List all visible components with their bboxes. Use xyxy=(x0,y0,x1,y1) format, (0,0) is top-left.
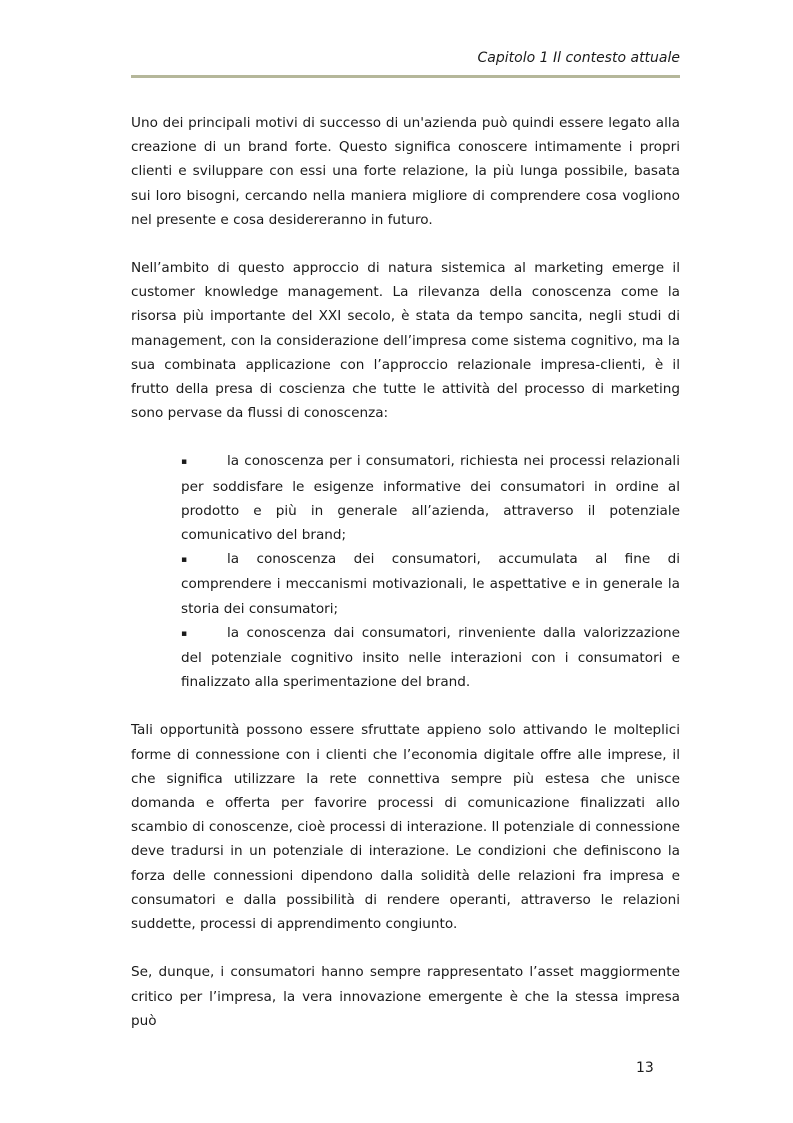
square-bullet-icon: ▪ xyxy=(181,555,188,566)
page-number: 13 xyxy=(636,1060,654,1076)
square-bullet-icon: ▪ xyxy=(181,628,188,639)
list-item xyxy=(181,621,680,695)
paragraph: Nell’ambito di questo approccio di natura sistemica al marketing emerge il customer knowledge management. La rilevanza della conoscenza come la risorsa più importante del XXI secolo, è stata da tempo sancita, negli studi di management, con la considerazione dell’impresa come sistema cognitivo, ma la sua combinata applicazione con l’approccio relazionale impresa-clienti, è il frutto della presa di coscienza che tutte le attività del processo di marketing sono pervase da flussi di conoscenza: xyxy=(131,260,680,422)
knowledge-list xyxy=(181,449,680,694)
paragraph: Tali opportunità possono essere sfruttate appieno solo attivando le molteplici forme di connessione con i clienti che l’economia digitale offre alle imprese, il che significa utilizzare la rete connettiva sempre più estesa che unisce domanda e offerta per favorire processi di comunicazione finalizzati allo scambio di conoscenze, cioè processi di interazione. Il potenziale di connessione deve tradursi in un potenziale di interazione. Le condizioni che definiscono la forza delle connessioni dipendono dalla solidità delle relazioni fra impresa e consumatori e dalla possibilità di rendere operanti, attraverso le relazioni suddette, processi di apprendimento congiunto. xyxy=(131,722,680,933)
list-item xyxy=(181,449,680,547)
list-item-text: la conoscenza dei consumatori, accumulata al fine di comprendere i meccanismi motivazionali, le aspettative e in generale la storia dei consumatori; xyxy=(181,551,680,617)
list-item xyxy=(181,547,680,621)
header-rule xyxy=(131,75,680,78)
paragraph: Uno dei principali motivi di successo di un'azienda può quindi essere legato alla creazione di un brand forte. Questo significa conoscere intimamente i propri clienti e sviluppare con essi una forte relazione, la più lunga possibile, basata sui loro bisogni, cercando nella maniera migliore di comprendere cosa vogliono nel presente e cosa desidereranno in futuro. xyxy=(131,115,680,228)
page-body xyxy=(131,111,680,1057)
list-item-text: la conoscenza dai consumatori, rinveniente dalla valorizzazione del potenziale cognitivo insito nelle interazioni con i consumatori e finalizzato alla sperimentazione del brand. xyxy=(181,624,680,691)
square-bullet-icon: ▪ xyxy=(181,457,188,468)
running-header: Capitolo 1 Il contesto attuale xyxy=(477,50,680,66)
paragraph: Se, dunque, i consumatori hanno sempre rappresentato l’asset maggiormente critico per l’impresa, la vera innovazione emergente è che la stessa impresa può xyxy=(131,964,680,1029)
list-item-text: la conoscenza per i consumatori, richiesta nei processi relazionali per soddisfare le esigenze informative dei consumatori in ordine al prodotto e più in generale all’azienda, attraverso il potenziale comunicativo del brand; xyxy=(181,453,680,544)
